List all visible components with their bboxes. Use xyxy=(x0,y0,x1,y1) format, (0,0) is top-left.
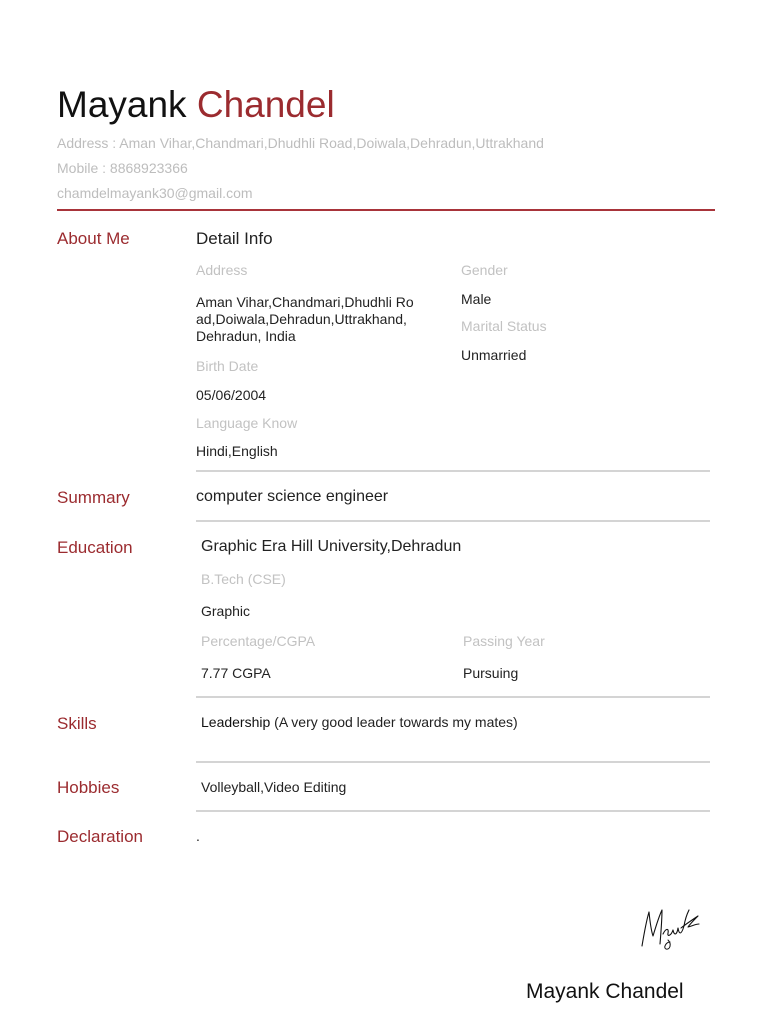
section-label-declaration: Declaration xyxy=(57,827,143,846)
education-divider xyxy=(196,696,710,698)
marital-status-label: Marital Status xyxy=(461,318,547,334)
last-name: Chandel xyxy=(196,84,335,125)
language-label: Language Know xyxy=(196,415,298,431)
about-divider xyxy=(196,470,710,472)
summary-divider xyxy=(196,520,710,522)
section-label-skills: Skills xyxy=(57,714,97,733)
birth-date-label: Birth Date xyxy=(196,358,259,374)
header-divider xyxy=(57,209,715,211)
summary-value: computer science engineer xyxy=(196,488,389,505)
detail-info-heading: Detail Info xyxy=(196,229,273,248)
field-value: Graphic xyxy=(201,603,251,619)
declaration-value: . xyxy=(196,828,200,844)
skill-description: (A very good leader towards my mates) xyxy=(274,714,518,730)
first-name: Mayank xyxy=(57,84,187,125)
address-label: Address xyxy=(196,262,248,278)
contact-address: Address : Aman Vihar,Chandmari,Dhudhli Road,Doiwala,Dehradun,Uttrakhand xyxy=(57,135,544,151)
gender-label: Gender xyxy=(461,262,508,278)
signature-name: Mayank Chandel xyxy=(526,980,684,1003)
institution-name: Graphic Era Hill University,Dehradun xyxy=(201,538,462,555)
passing-year-label: Passing Year xyxy=(463,633,545,649)
language-value: Hindi,English xyxy=(196,443,278,459)
section-label-about: About Me xyxy=(57,229,130,248)
hobbies-divider xyxy=(196,810,710,812)
percentage-label: Percentage/CGPA xyxy=(201,633,316,649)
contact-mobile: Mobile : 8868923366 xyxy=(57,160,188,176)
percentage-value: 7.77 CGPA xyxy=(201,665,271,681)
section-label-summary: Summary xyxy=(57,488,130,507)
skill-item xyxy=(201,714,518,730)
birth-date-value: 05/06/2004 xyxy=(196,387,267,403)
handwritten-signature xyxy=(632,900,702,952)
skill-name: Leadership xyxy=(201,714,271,730)
gender-value: Male xyxy=(461,291,492,307)
passing-year-value: Pursuing xyxy=(463,665,519,681)
skills-divider xyxy=(196,761,710,763)
hobbies-value: Volleyball,Video Editing xyxy=(201,779,347,795)
section-label-education: Education xyxy=(57,538,133,557)
contact-email[interactable]: chamdelmayank30@gmail.com xyxy=(57,185,253,201)
address-value: Aman Vihar,Chandmari,Dhudhli Ro ad,Doiwala,Dehradun,Uttrakhand, Dehradun, India xyxy=(196,294,414,344)
resume-name xyxy=(57,84,335,126)
section-label-hobbies: Hobbies xyxy=(57,778,120,797)
marital-status-value: Unmarried xyxy=(461,347,527,363)
degree-label: B.Tech (CSE) xyxy=(201,571,286,587)
